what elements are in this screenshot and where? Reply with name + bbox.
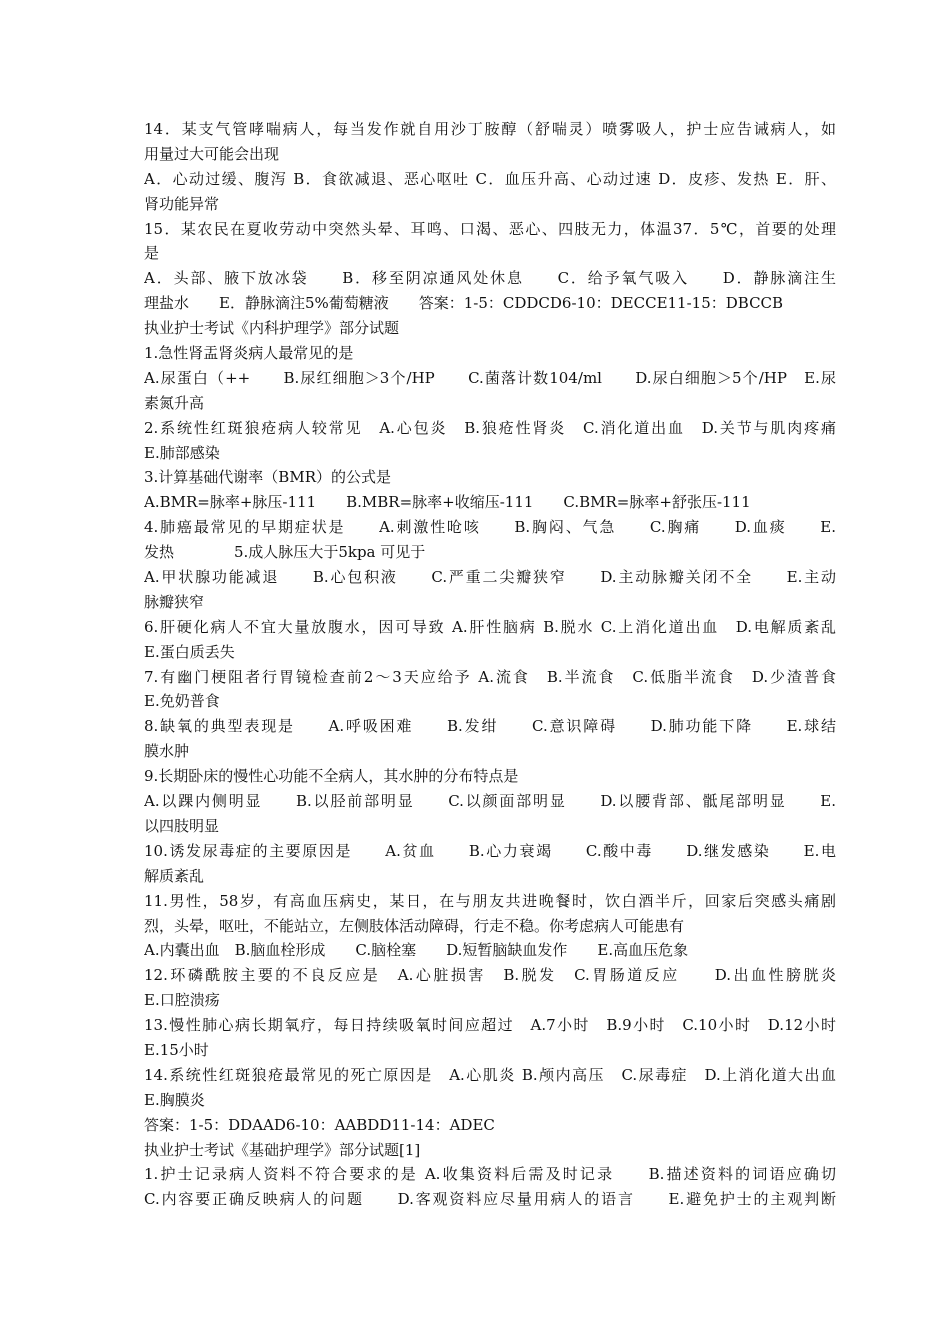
text-line: 14．某支气管哮喘病人，每当发作就自用沙丁胺醇（舒喘灵）喷雾吸人，护士应告诫病人，如 xyxy=(144,120,836,138)
text-line: 3.计算基础代谢率（BMR）的公式是 xyxy=(144,468,391,487)
text-line: A.以踝内侧明显 B.以胫前部明显 C.以颜面部明显 D.以腰背部、骶尾部明显 E. xyxy=(144,792,836,811)
text-line: E.口腔溃疡 xyxy=(144,991,220,1010)
text-line: 7.有幽门梗阻者行胃镜检查前2～3天应给予 A.流食 B.半流食 C.低脂半流食 D.少渣普食 xyxy=(144,667,836,686)
text-line: 脉瓣狭窄 xyxy=(144,592,205,611)
text-line: 是 xyxy=(144,244,160,263)
text-line: A．心动过缓、腹泻 B．食欲减退、恶心呕吐 C．血压升高、心动过速 D．皮疹、发热 E．肝、 xyxy=(144,169,836,188)
text-line: 12.环磷酰胺主要的不良反应是 A.心脏损害 B.脱发 C.胃肠道反应 D.出血性膀胱炎 xyxy=(144,966,836,985)
text-line: 肾功能异常 xyxy=(144,194,220,213)
text-line: E.蛋白质丢失 xyxy=(144,642,235,661)
document-page xyxy=(144,117,836,1212)
text-line: 答案：1-5：DDAAD6-10：AABDD11-14：ADEC xyxy=(144,1115,495,1134)
text-line: 13.慢性肺心病长期氧疗，每日持续吸氧时间应超过 A.7小时 B.9小时 C.10小时 D.12小时 xyxy=(144,1016,836,1035)
text-line: 解质紊乱 xyxy=(144,866,205,885)
text-line: A.甲状腺功能减退 B.心包积液 C.严重二尖瓣狭窄 D.主动脉瓣关闭不全 E.主动 xyxy=(144,568,836,587)
text-line: 膜水肿 xyxy=(144,742,190,761)
text-line: 理盐水 E．静脉滴注5%葡萄糖液 答案：1-5：CDDCD6-10：DECCE11-15：DBCCB xyxy=(144,294,784,313)
text-line: 发热 5.成人脉压大于5kpa 可见于 xyxy=(144,543,426,562)
text-line: E.15小时 xyxy=(144,1040,209,1059)
text-line: E.肺部感染 xyxy=(144,443,220,462)
text-line: 以四肢明显 xyxy=(144,816,220,835)
text-line: A.尿蛋白（++ B.尿红细胞＞3个/HP C.菌落计数104/ml D.尿白细胞＞5个/HP E.尿 xyxy=(144,368,836,387)
text-line: 烈，头晕，呕吐，不能站立，左侧肢体活动障碍，行走不稳。你考虑病人可能患有 xyxy=(144,916,685,935)
text-line: 2.系统性红斑狼疮病人较常见 A.心包炎 B.狼疮性肾炎 C.消化道出血 D.关节与肌肉疼痛 xyxy=(144,418,836,437)
text-line: A.BMR=脉率+脉压-111 B.MBR=脉率+收缩压-111 C.BMR=脉率+舒张压-111 xyxy=(144,493,751,512)
text-line: 4.肺癌最常见的早期症状是 A.刺激性呛咳 B.胸闷、气急 C.胸痛 D.血痰 E. xyxy=(144,518,836,537)
text-line: 1.护士记录病人资料不符合要求的是 A.收集资料后需及时记录 B.描述资料的词语应确切 xyxy=(144,1165,836,1184)
text-line: E.胸膜炎 xyxy=(144,1090,205,1109)
text-line: 用量过大可能会出现 xyxy=(144,144,280,163)
text-line: E.免奶普食 xyxy=(144,692,220,711)
text-line: 1.急性肾盂肾炎病人最常见的是 xyxy=(144,344,354,363)
text-line: 15．某农民在夏收劳动中突然头晕、耳鸣、口渴、恶心、四肢无力，体温37．5℃，首要的处理 xyxy=(144,219,836,238)
text-line: 10.诱发尿毒症的主要原因是 A.贫血 B.心力衰竭 C.酸中毒 D.继发感染 E.电 xyxy=(144,841,836,860)
text-line: 9.长期卧床的慢性心功能不全病人，其水肿的分布特点是 xyxy=(144,767,519,786)
text-line: 执业护士考试《基础护理学》部分试题[1] xyxy=(144,1140,421,1159)
text-line: A．头部、腋下放冰袋 B．移至阴凉通风处休息 C．给予氧气吸入 D．静脉滴注生 xyxy=(144,269,836,288)
text-line: 6.肝硬化病人不宜大量放腹水，因可导致 A.肝性脑病 B.脱水 C.上消化道出血 D.电解质紊乱 xyxy=(144,617,836,636)
text-line: 素氮升高 xyxy=(144,393,205,412)
text-line: 14.系统性红斑狼疮最常见的死亡原因是 A.心肌炎 B.颅内高压 C.尿毒症 D.上消化道大出血 xyxy=(144,1065,836,1084)
text-line: 执业护士考试《内科护理学》部分试题 xyxy=(144,319,400,338)
text-line: A.内囊出血 B.脑血栓形成 C.脑栓塞 D.短暂脑缺血发作 E.高血压危象 xyxy=(144,941,689,960)
text-line: C.内容要正确反映病人的问题 D.客观资料应尽量用病人的语言 E.避免护士的主观判断 xyxy=(144,1190,836,1209)
text-line: 8.缺氧的典型表现是 A.呼吸困难 B.发绀 C.意识障碍 D.肺功能下降 E.球结 xyxy=(144,717,836,736)
text-line: 11.男性，58岁，有高血压病史，某日，在与朋友共进晚餐时，饮白酒半斤，回家后突感头痛剧 xyxy=(144,891,836,910)
